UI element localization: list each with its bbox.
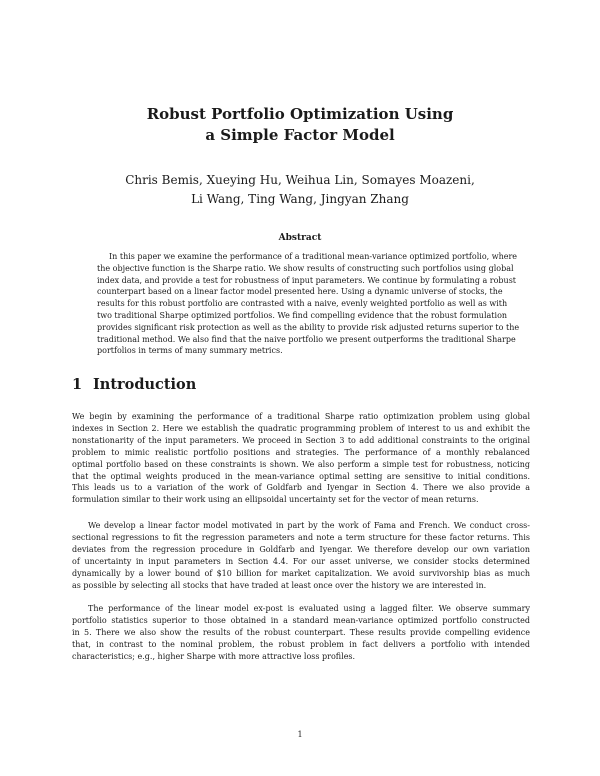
abstract-line: counterpart based on a linear factor model presented here. Using a dynamic universe of stocks, the [97, 287, 503, 297]
intro-paragraph-2 [72, 520, 530, 591]
abstract-line: results for this robust portfolio are contrasted with a naive, evenly weighted portfolio as well as with [97, 299, 508, 309]
abstract-line: portfolios in terms of many summary metrics. [97, 346, 283, 356]
paragraph-line: portfolio statistics superior to those obtained in a standard mean-variance optimized portfolio constructed [72, 615, 530, 625]
paragraph-line: formulation similar to their work using an ellipsoidal uncertainty set for the vector of mean returns. [72, 495, 479, 505]
paragraph-line: We begin by examining the performance of a traditional Sharpe ratio optimization problem using global [72, 412, 530, 421]
paragraph-line: of uncertainty in input parameters in Section 4.4. For our asset universe, we consider stocks determined [72, 556, 530, 566]
paper-title [0, 104, 600, 146]
paragraph-line: in 5. There we also show the results of the robust counterpart. These results provide compelling evidence [72, 627, 530, 637]
author-list [0, 171, 600, 209]
abstract-line: traditional method. We also find that the naive portfolio we present outperforms the traditional Sharpe [97, 334, 516, 344]
paragraph-line: that, in contrast to the nominal problem, the robust problem in fact delivers a portfolio with intended [72, 639, 530, 649]
authors-line-2: Li Wang, Ting Wang, Jingyan Zhang [191, 192, 409, 206]
section-title: Introduction [93, 376, 197, 393]
abstract-line: index data, and provide a test for robustness of input parameters. We continue by formulating a robust [97, 275, 517, 285]
intro-paragraph-1 [72, 411, 530, 506]
abstract-line: the objective function is the Sharpe ratio. We show results of constructing such portfolios using global [97, 263, 514, 273]
paragraph-line: problem to mimic realistic portfolio positions and strategies. The performance of a monthly rebalanced [72, 447, 530, 457]
paragraph-line: nonstationarity of the input parameters. We proceed in Section 3 to add additional constraints to the original [72, 435, 530, 445]
paragraph-line: that the optimal weights produced in the mean-variance optimal setting are sensitive to initial conditions. [72, 471, 530, 481]
abstract-heading: Abstract [278, 233, 322, 243]
paragraph-line: optimal portfolio based on these constraints is shown. We also perform a simple test for robustness, noticing [72, 459, 530, 469]
page-number: 1 [297, 730, 303, 739]
abstract-line: provides significant risk protection as well as the ability to provide risk adjusted returns superior to the [97, 322, 520, 332]
authors-line-1: Chris Bemis, Xueying Hu, Weihua Lin, Somayes Moazeni, [125, 173, 475, 187]
paragraph-line: characteristics; e.g., higher Sharpe with more attractive loss profiles. [72, 651, 356, 661]
paragraph-line: indexes in Section 2. Here we establish the quadratic programming problem of interest to us and exhibit the [72, 423, 530, 433]
intro-paragraph-3 [72, 603, 530, 663]
paragraph-line: sectional regressions to fit the regression parameters and note a term structure for these factor returns. This [72, 532, 530, 542]
paragraph-line: dynamically by a lower bound of $10 billion for market capitalization. We avoid survivorship bias as much [72, 568, 530, 578]
section-number: 1 [72, 376, 83, 393]
abstract-line: two traditional Sharpe optimized portfolios. We find compelling evidence that the robust formulation [97, 310, 508, 320]
paragraph-line: We develop a linear factor model motivated in part by the work of Fama and French. We conduct cross- [88, 521, 530, 530]
paragraph-line: The performance of the linear model ex-post is evaluated using a lagged filter. We observe summary [88, 604, 530, 613]
paragraph-line: as possible by selecting all stocks that have traded at least once over the history we are interested in. [72, 580, 487, 590]
title-line-1: Robust Portfolio Optimization Using [146, 105, 454, 123]
paragraph-line: deviates from the regression procedure in Goldfarb and Iyengar. We therefore develop our own variation [72, 544, 530, 554]
title-line-2: a Simple Factor Model [205, 126, 395, 144]
section-heading-introduction [72, 376, 196, 393]
abstract-body [97, 251, 520, 357]
paragraph-line: This leads us to a variation of the work of Goldfarb and Iyengar in Section 4. There we also provide a [72, 483, 530, 493]
abstract-line: In this paper we examine the performance of a traditional mean-variance optimized portfolio, where [109, 252, 518, 261]
